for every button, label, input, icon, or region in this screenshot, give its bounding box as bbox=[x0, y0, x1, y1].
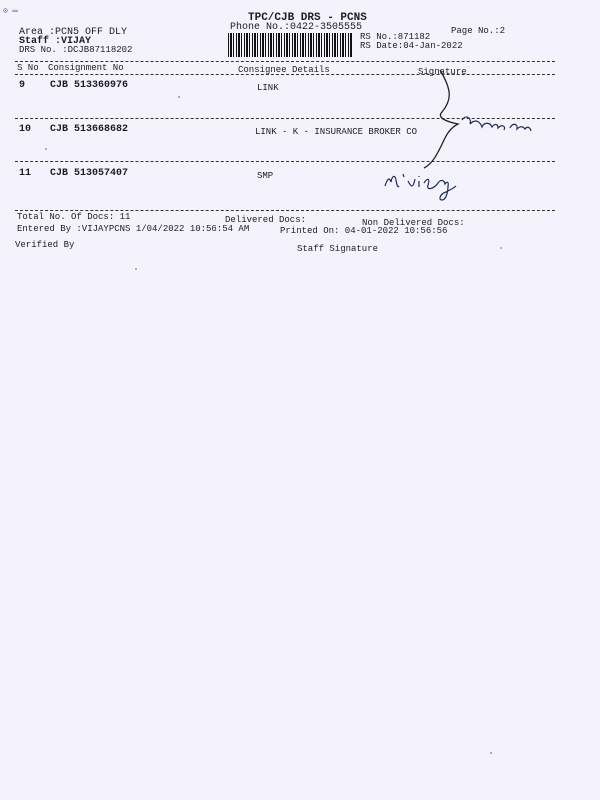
row-consignee: LINK bbox=[257, 83, 279, 93]
staff-label: Staff :VIJAY bbox=[19, 36, 92, 47]
row-consignment-no: CJB 513668682 bbox=[50, 124, 129, 135]
page-number: Page No.:2 bbox=[451, 26, 506, 36]
delivered-docs: Delivered Docs: bbox=[225, 215, 307, 225]
divider bbox=[15, 118, 555, 119]
verified-by: Verified By bbox=[15, 240, 75, 250]
column-header-sno: S No bbox=[17, 63, 39, 73]
column-header-consignee: Consignee Details bbox=[238, 65, 330, 75]
phone-number: Phone No.:0422-3505555 bbox=[230, 22, 363, 33]
signature-brace bbox=[424, 70, 458, 168]
rs-date: RS Date:04-Jan-2022 bbox=[360, 41, 463, 51]
scanner-logo-icon: ⊙ ▭ bbox=[3, 7, 18, 16]
printed-on: Printed On: 04-01-2022 10:56:56 bbox=[280, 226, 448, 236]
divider bbox=[15, 210, 555, 211]
barcode bbox=[228, 33, 352, 57]
row-sno: 10 bbox=[19, 124, 32, 135]
signature-row-11 bbox=[385, 174, 456, 200]
entered-by: Entered By :VIJAYPCNS 1/04/2022 10:56:54 AM bbox=[17, 224, 250, 234]
scan-speck bbox=[45, 148, 47, 150]
column-header-signature: Signature bbox=[418, 67, 467, 77]
divider bbox=[15, 61, 555, 62]
document-title: TPC/CJB DRS - PCNS bbox=[248, 12, 367, 24]
scan-speck bbox=[178, 96, 180, 98]
row-consignment-no: CJB 513057407 bbox=[50, 168, 129, 179]
rs-number: RS No.:871182 bbox=[360, 32, 431, 42]
row-sno: 11 bbox=[19, 168, 32, 179]
row-consignee: SMP bbox=[257, 171, 274, 181]
drs-number: DRS No. :DCJB87118202 bbox=[19, 45, 133, 55]
divider bbox=[15, 74, 555, 75]
non-delivered-docs: Non Delivered Docs: bbox=[362, 218, 465, 228]
scan-speck bbox=[135, 268, 137, 270]
scan-speck bbox=[500, 247, 502, 249]
row-consignee: LINK - K - INSURANCE BROKER CO bbox=[255, 127, 418, 137]
row-sno: 9 bbox=[19, 80, 26, 91]
divider bbox=[15, 161, 555, 162]
row-consignment-no: CJB 513360976 bbox=[50, 80, 129, 91]
total-docs: Total No. Of Docs: 11 bbox=[17, 212, 131, 222]
signature-row-10 bbox=[462, 117, 531, 131]
area-label: Area :PCN5 OFF DLY bbox=[19, 27, 128, 38]
scan-speck bbox=[490, 752, 492, 754]
staff-signature-label: Staff Signature bbox=[297, 244, 379, 254]
column-header-consignment: Consignment No bbox=[48, 63, 124, 73]
